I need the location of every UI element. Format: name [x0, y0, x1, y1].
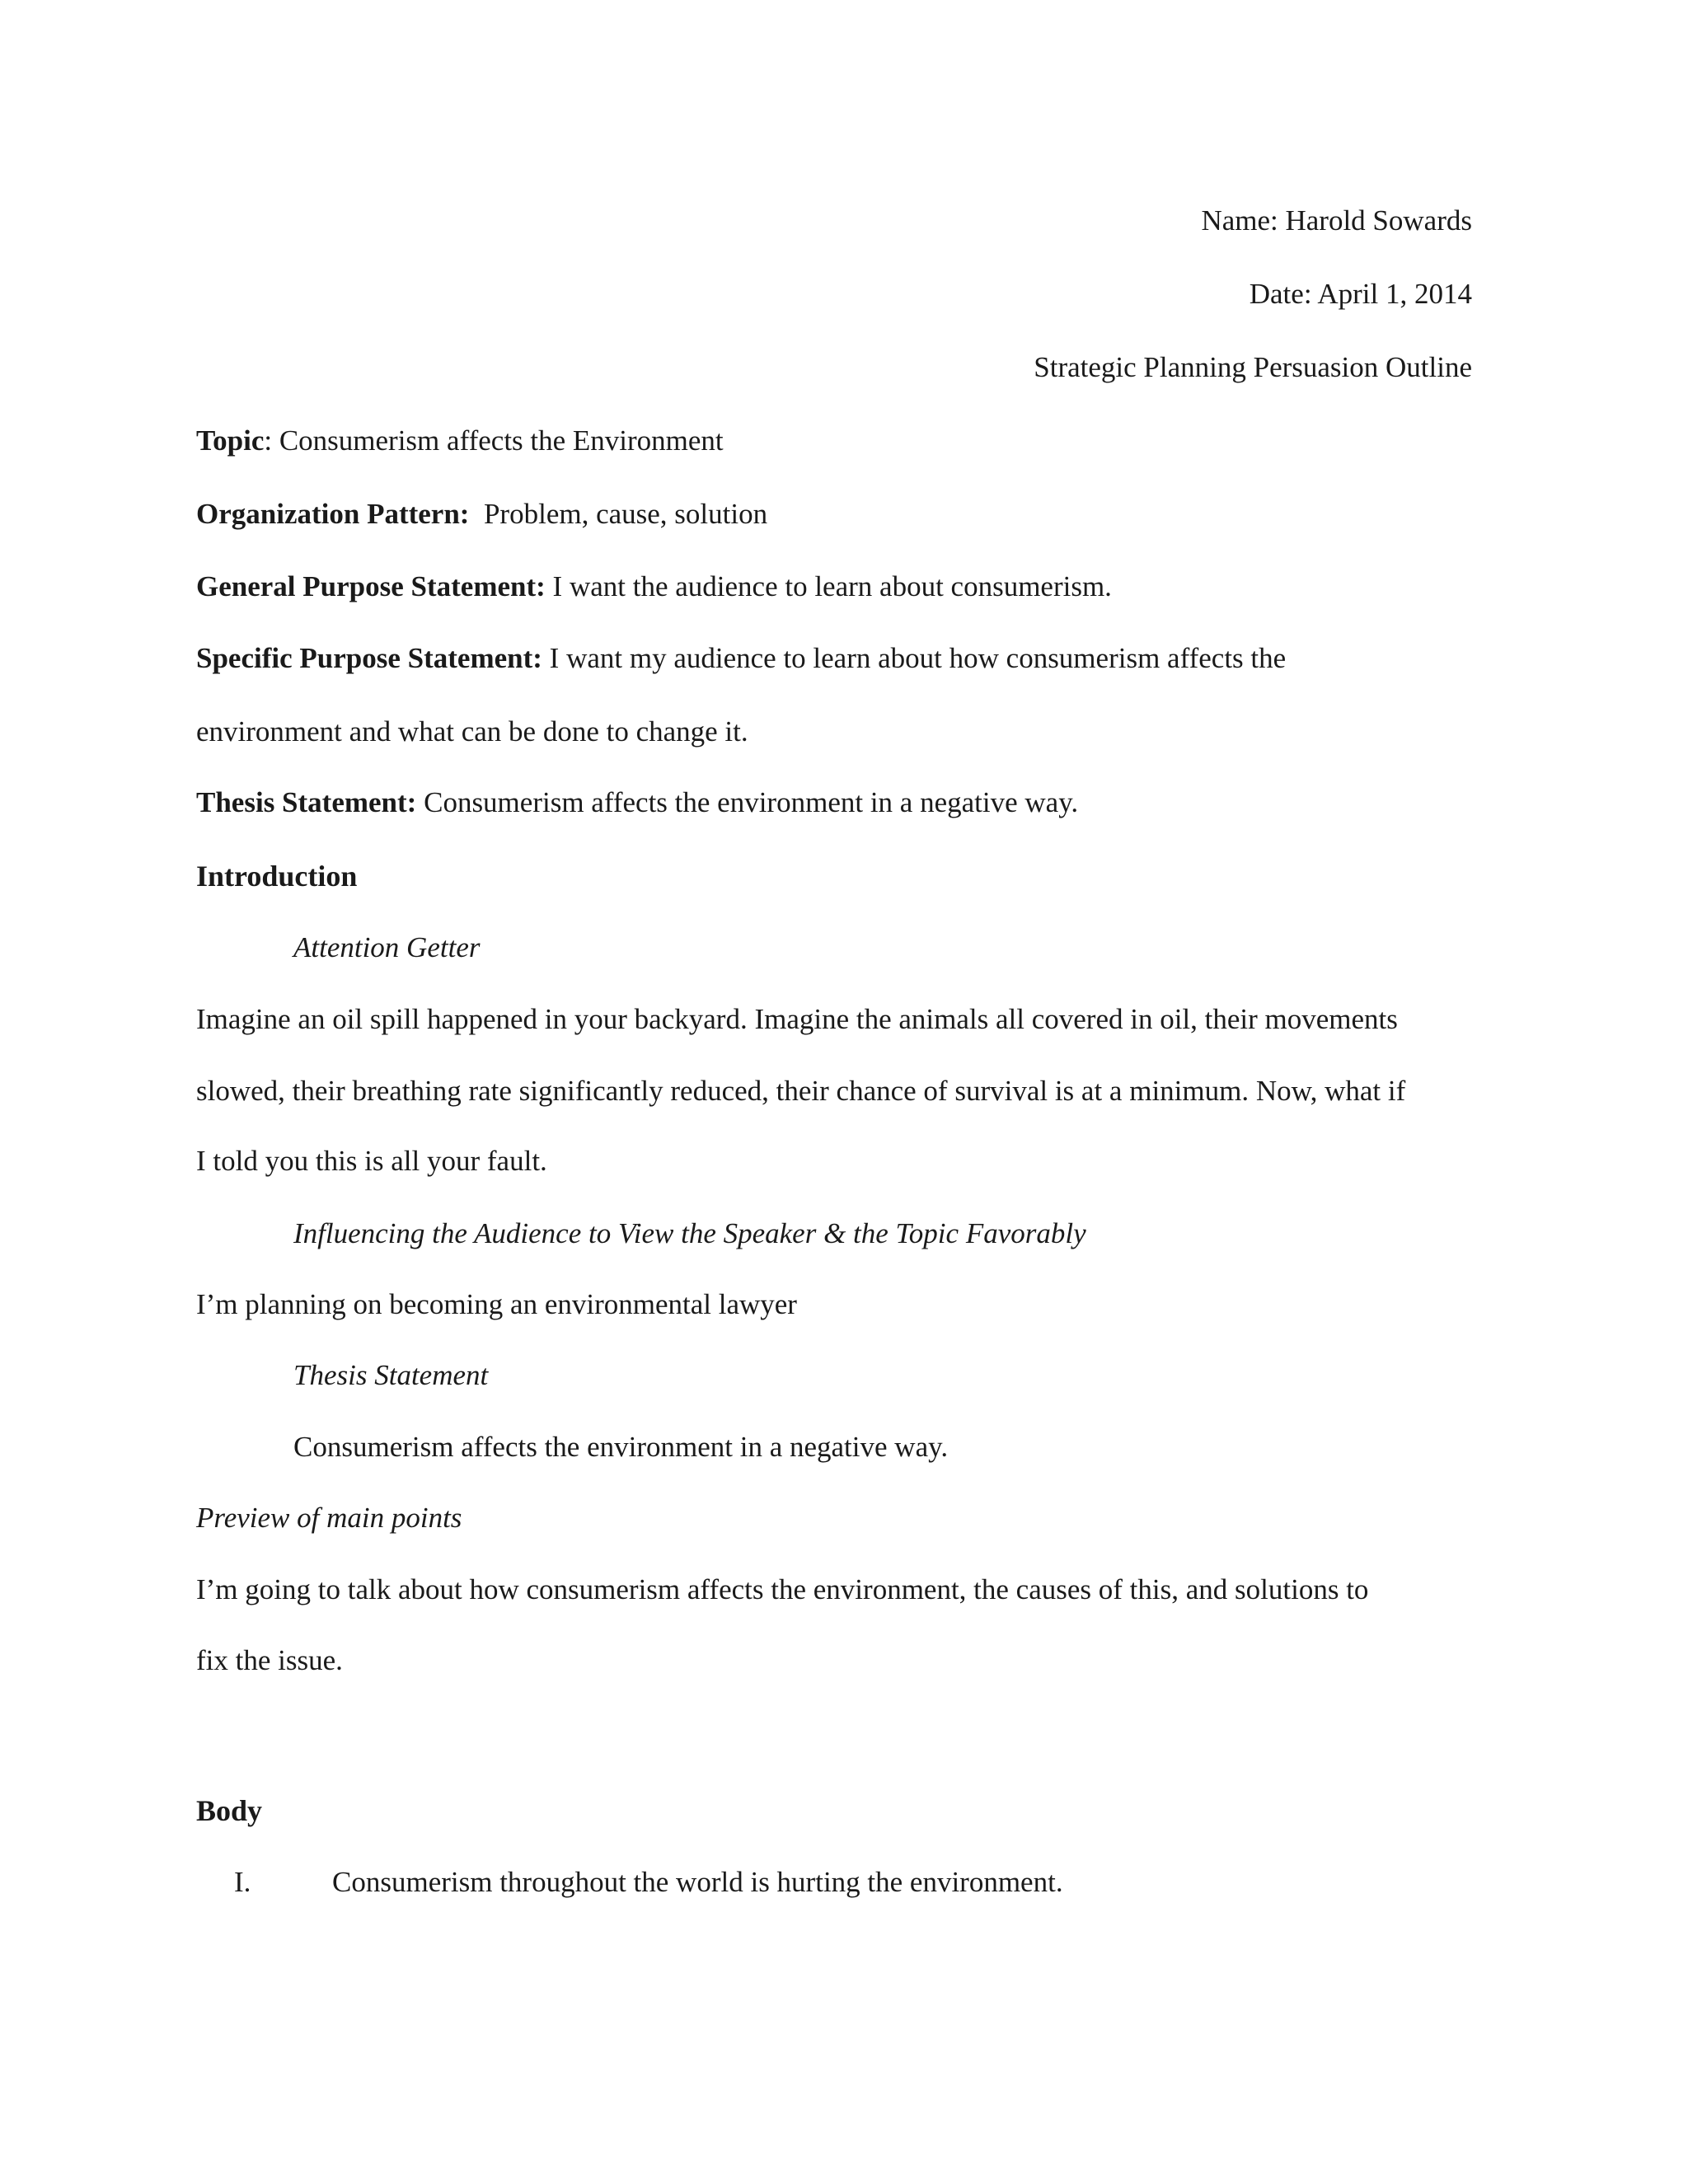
preview-label: Preview of main points — [196, 1502, 462, 1534]
specific-purpose-label: Specific Purpose Statement: — [196, 642, 542, 674]
organization-pattern-line — [196, 496, 767, 532]
topic-value: : Consumerism affects the Environment — [264, 424, 724, 457]
specific-purpose-value: I want my audience to learn about how consumerism affects the — [549, 642, 1287, 674]
intro-thesis-label: Thesis Statement — [293, 1359, 489, 1391]
thesis-line — [196, 785, 1078, 821]
topic-line — [196, 423, 724, 459]
preview-line-2: fix the issue. — [196, 1644, 343, 1676]
attention-line-3: I told you this is all your fault. — [196, 1145, 547, 1177]
body-heading: Body — [196, 1794, 263, 1827]
body-item-numeral: I. — [234, 1866, 251, 1898]
attention-line-2: slowed, their breathing rate significantly reduced, their chance of survival is at a minimum. Now, what if — [196, 1075, 1406, 1107]
specific-purpose-continuation: environment and what can be done to change it. — [196, 715, 748, 748]
thesis-value: Consumerism affects the environment in a negative way. — [424, 786, 1079, 818]
preview-line-1: I’m going to talk about how consumerism affects the environment, the causes of this, and solutions to — [196, 1573, 1369, 1605]
organization-pattern-label: Organization Pattern: — [196, 498, 470, 530]
specific-purpose-line — [196, 640, 1286, 677]
body-item-text: Consumerism throughout the world is hurting the environment. — [332, 1866, 1063, 1898]
intro-thesis-text: Consumerism affects the environment in a negative way. — [293, 1431, 949, 1463]
author-name: Name: Harold Sowards — [1201, 204, 1472, 237]
document-title: Strategic Planning Persuasion Outline — [1034, 351, 1472, 383]
topic-label: Topic — [196, 424, 265, 457]
introduction-heading: Introduction — [196, 860, 358, 893]
general-purpose-label: General Purpose Statement: — [196, 570, 546, 602]
influencing-text: I’m planning on becoming an environmental lawyer — [196, 1288, 797, 1320]
influencing-label: Influencing the Audience to View the Speaker & the Topic Favorably — [293, 1217, 1086, 1249]
general-purpose-value: I want the audience to learn about consumerism. — [552, 570, 1112, 602]
general-purpose-line — [196, 569, 1112, 605]
organization-pattern-value: Problem, cause, solution — [483, 498, 768, 530]
attention-line-1: Imagine an oil spill happened in your backyard. Imagine the animals all covered in oil, their movements — [196, 1003, 1398, 1035]
document-date: Date: April 1, 2014 — [1249, 278, 1472, 310]
attention-getter-label: Attention Getter — [293, 931, 481, 963]
thesis-label: Thesis Statement: — [196, 786, 417, 818]
